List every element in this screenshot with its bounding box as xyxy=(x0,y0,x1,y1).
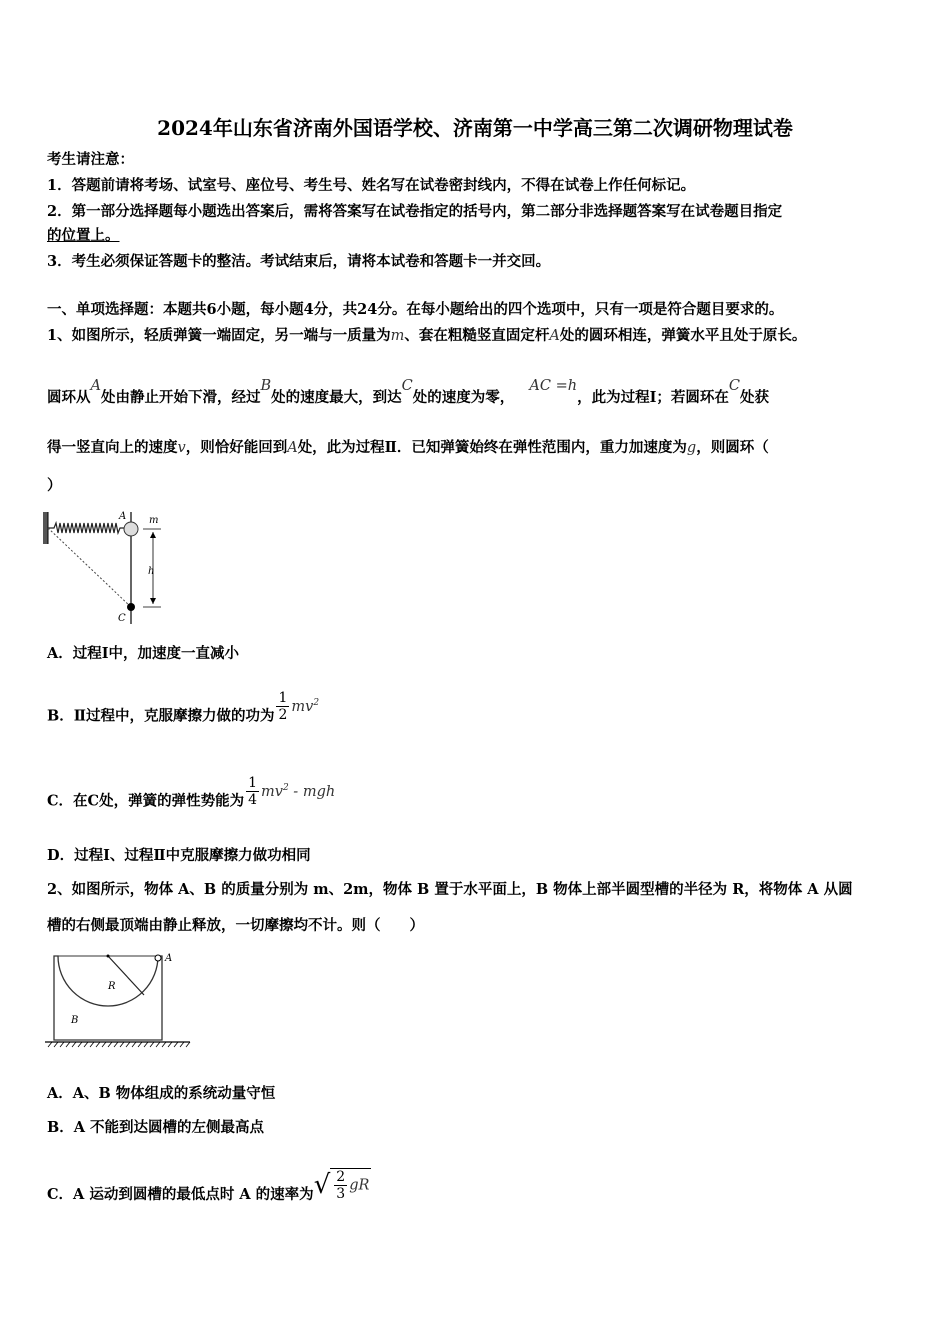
q2-option-c-fraction xyxy=(334,1169,347,1202)
q1-text-3a: 得一竖直向上的速度 xyxy=(47,439,178,456)
q1-fig-label-m: m xyxy=(149,515,159,526)
notice-item-1: 1．答题前请将考场、试室号、座位号、考生号、姓名写在试卷密封线内，不得在试卷上作任何标记。 xyxy=(47,177,696,194)
sqrt-sign-icon: √ xyxy=(313,1170,331,1200)
q1-ac-h: AC =h xyxy=(529,378,578,394)
q1-option-c-text: C．在C处，弹簧的弹性势能为 xyxy=(47,792,245,810)
q1-var-b: B xyxy=(260,378,272,394)
q1-text-1a: 1、如图所示，轻质弹簧一端固定，另一端与一质量为 xyxy=(47,327,391,344)
q2-option-c xyxy=(47,1169,371,1212)
section-heading: 一、单项选择题：本题共6小题，每小题4分，共24分。在每小题给出的四个选项中，只有一项是符合题目要求的。 xyxy=(47,301,784,318)
q1-option-c-expr: mv xyxy=(261,783,283,800)
q2-line-1: 2、如图所示，物体 A、B 的质量分别为 m、2m，物体 B 置于水平面上，B 物体上部半圆型槽的半径为 R，将物体 A 从圆 xyxy=(47,881,853,898)
q1-fig-ring-c xyxy=(127,603,135,611)
q2-fig-label-b: B xyxy=(71,1015,79,1026)
q1-option-c-den: 4 xyxy=(248,792,258,808)
q1-text-2a: 圆环从 xyxy=(47,389,91,406)
q1-option-b-pow: 2 xyxy=(313,697,320,708)
q1-option-d: D．过程Ⅰ、过程Ⅱ中克服摩擦力做功相同 xyxy=(47,847,311,864)
q1-option-c xyxy=(47,775,336,818)
q2-figure xyxy=(40,948,195,1053)
q1-option-b-text: B．Ⅱ过程中，克服摩擦力做的功为 xyxy=(47,707,275,725)
q1-line-2 xyxy=(47,378,769,408)
q2-line-2: 槽的右侧最顶端由静止释放，一切摩擦均不计。则（ ） xyxy=(47,917,424,934)
q1-fig-spring xyxy=(48,523,124,533)
q1-var-a2: A xyxy=(90,378,101,394)
q1-var-a: A xyxy=(549,328,560,344)
q2-option-c-text: C．A 运动到圆槽的最低点时 A 的速率为 xyxy=(47,1186,314,1203)
q1-option-b-num: 1 xyxy=(278,690,288,706)
q1-line-4: ） xyxy=(47,477,62,494)
q1-option-c-tail: - mgh xyxy=(288,783,336,800)
q1-fig-wall xyxy=(43,512,48,544)
notice-item-2: 2．第一部分选择题每小题选出答案后，需将答案写在试卷指定的括号内，第二部分非选择题答案写在试卷题目指定 xyxy=(47,203,783,220)
q2-option-c-radicand xyxy=(330,1168,371,1202)
q2-fig-label-a: A xyxy=(165,953,173,964)
q1-fig-label-a: A xyxy=(119,511,127,522)
q1-option-b xyxy=(47,690,320,733)
q1-var-g: g xyxy=(686,440,697,456)
q1-option-a: A．过程Ⅰ中，加速度一直减小 xyxy=(47,645,240,662)
q1-text-3c: 处，此为过程Ⅱ．已知弹簧始终在弹性范围内，重力加速度为 xyxy=(297,439,687,456)
q1-option-b-fraction xyxy=(276,690,289,723)
q1-text-1b: 、套在粗糙竖直固定杆 xyxy=(404,327,550,344)
q2-option-a: A．A、B 物体组成的系统动量守恒 xyxy=(47,1085,276,1102)
q1-text-2e: ，此为过程Ⅰ；若圆环在 xyxy=(577,389,729,406)
q1-var-v: v xyxy=(177,440,186,456)
q2-option-b: B．A 不能到达圆槽的左侧最高点 xyxy=(47,1119,265,1136)
q1-option-c-fraction xyxy=(246,775,259,808)
q1-text-3d: ，则圆环（ xyxy=(696,439,769,456)
q1-option-c-num: 1 xyxy=(248,775,258,791)
q1-var-c2: C xyxy=(728,378,740,394)
page-title: 2024年山东省济南外国语学校、济南第一中学高三第二次调研物理试卷 xyxy=(157,116,793,140)
q1-fig-label-c: C xyxy=(118,613,126,624)
q1-var-c: C xyxy=(401,378,413,394)
q1-text-2d: 处的速度为零， xyxy=(412,389,515,406)
q1-var-m: m xyxy=(390,328,405,344)
q1-fig-label-h: h xyxy=(148,566,155,577)
q2-fig-block xyxy=(54,956,162,1040)
notice-heading: 考生请注意： xyxy=(47,151,134,168)
q2-fig-object-a xyxy=(155,955,161,961)
notice-item-2-tail: 的位置上。 xyxy=(47,227,120,244)
q1-text-2c: 处的速度最大，到达 xyxy=(271,389,402,406)
q1-line-3 xyxy=(47,438,769,458)
q2-option-c-expr: gR xyxy=(349,1177,370,1194)
q2-option-c-sqrt xyxy=(314,1168,372,1202)
q1-var-a3: A xyxy=(287,440,298,456)
q1-option-b-den: 2 xyxy=(278,707,288,723)
q2-option-c-num: 2 xyxy=(336,1169,346,1185)
q2-fig-label-r: R xyxy=(108,981,116,992)
q2-option-c-den: 3 xyxy=(336,1186,346,1202)
q1-text-2f: 处获 xyxy=(739,389,769,406)
q1-text-2b: 处由静止开始下滑，经过 xyxy=(100,389,261,406)
q1-fig-dashed xyxy=(48,528,131,607)
q1-text-3b: ，则恰好能回到 xyxy=(185,439,288,456)
q1-option-c-pow: 2 xyxy=(282,782,289,793)
q1-option-b-expr: mv xyxy=(291,698,314,715)
notice-item-2-cont xyxy=(47,226,120,246)
q1-line-1 xyxy=(47,326,806,346)
q1-text-1c: 处的圆环相连，弹簧水平且处于原长。 xyxy=(559,327,807,344)
q1-figure xyxy=(40,506,180,626)
q1-fig-ring-a xyxy=(124,522,138,536)
notice-item-3: 3．考生必须保证答题卡的整洁。考试结束后，请将本试卷和答题卡一并交回。 xyxy=(47,253,551,270)
